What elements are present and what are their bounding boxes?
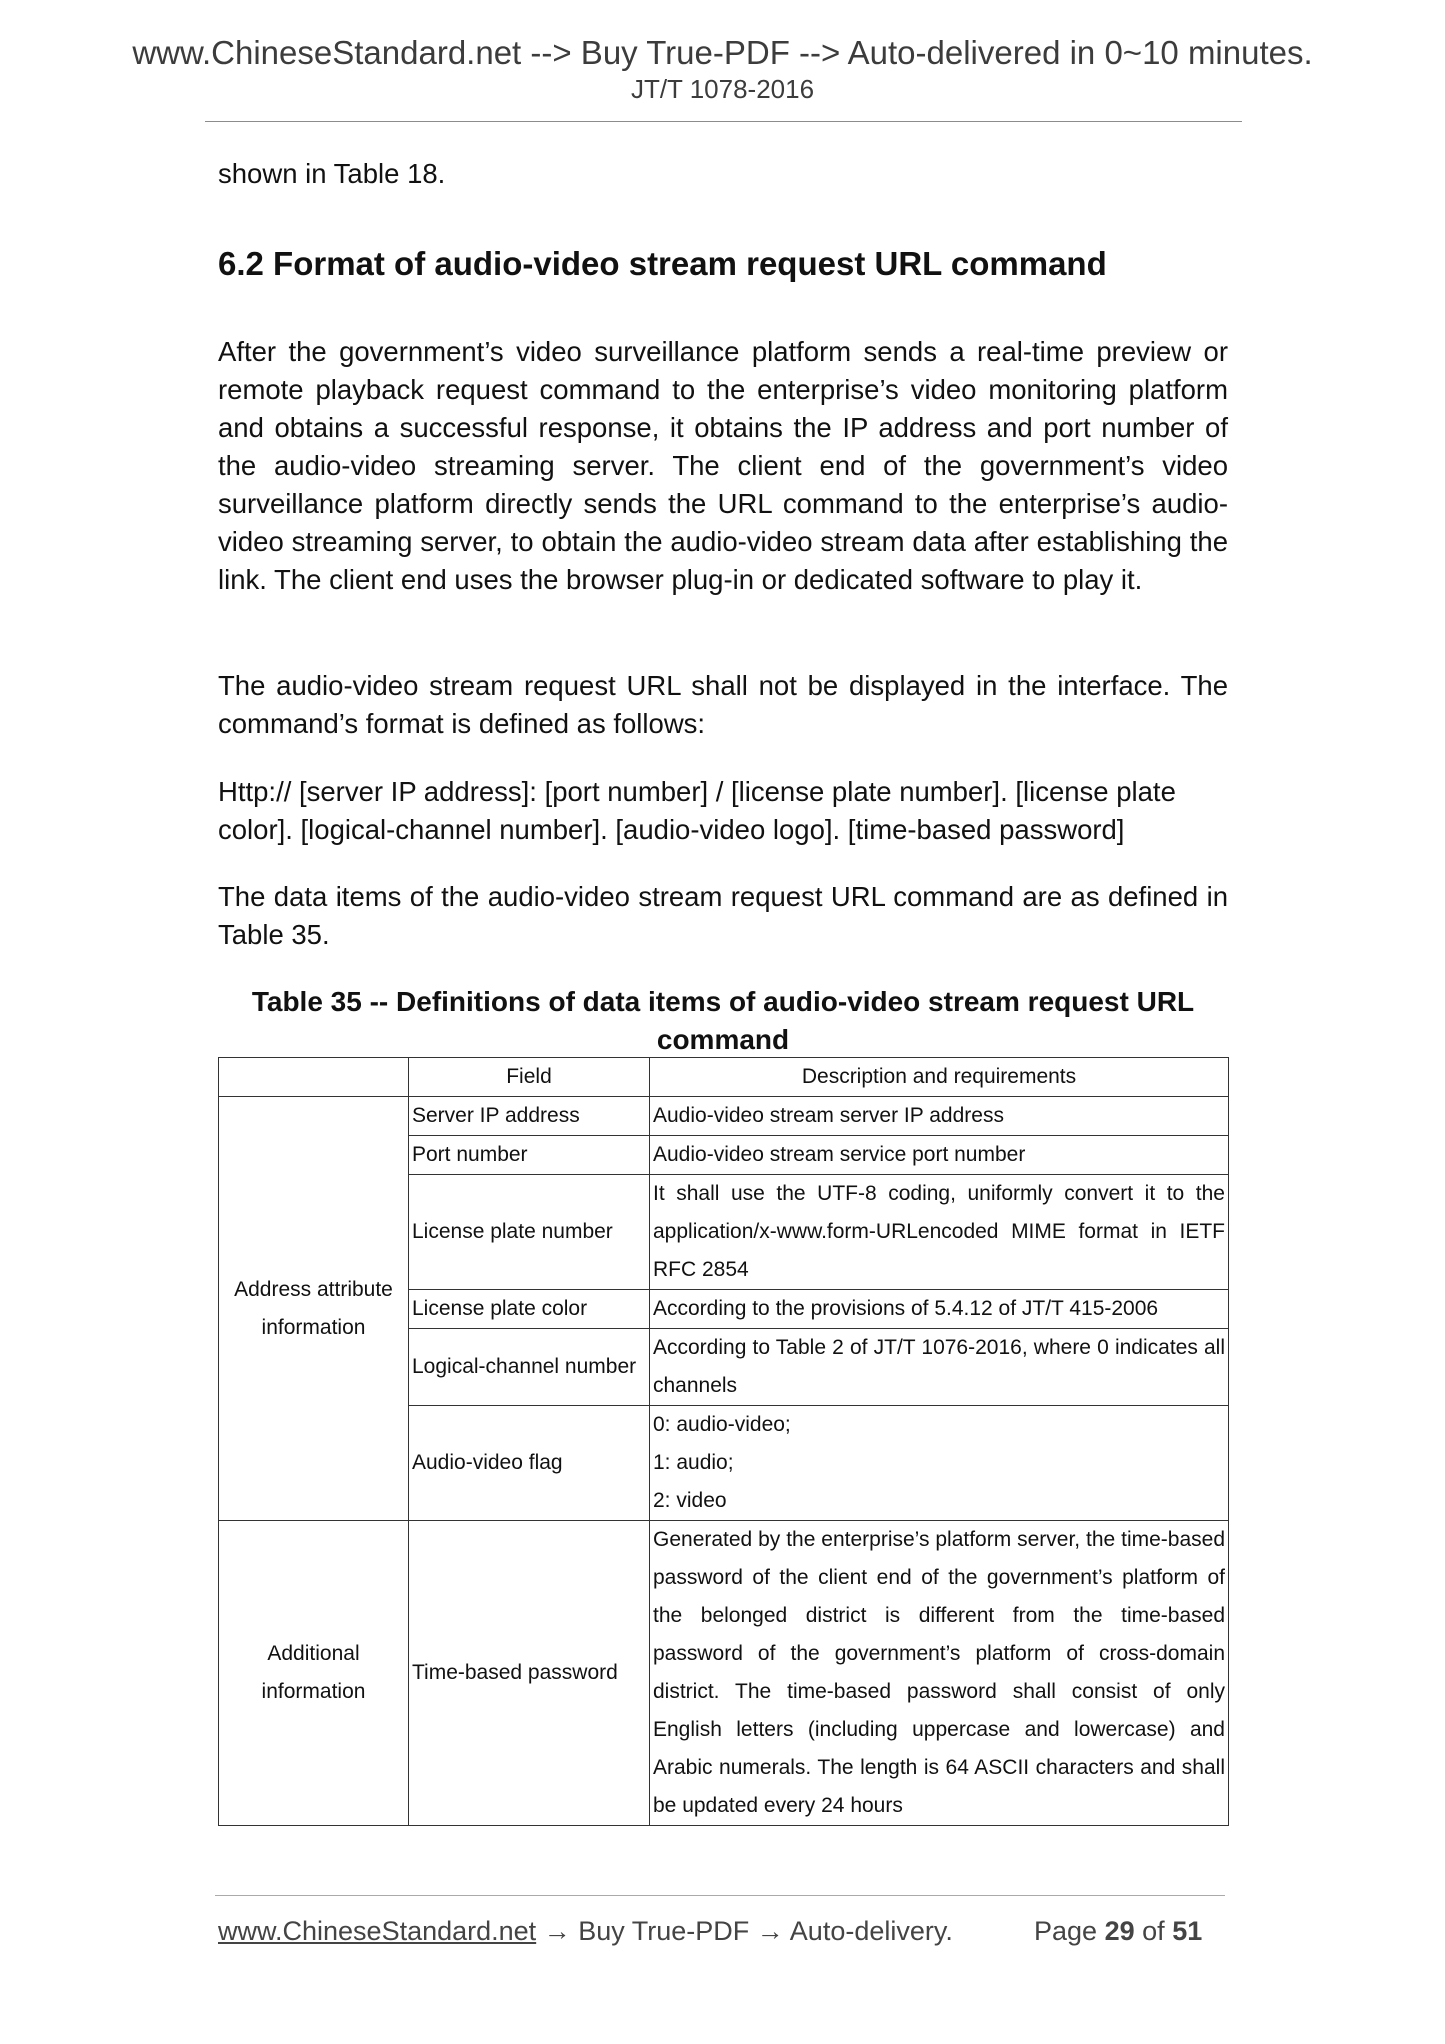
arrow-right-icon: → (756, 1916, 784, 1946)
definitions-table (218, 1057, 1229, 1826)
page-word: Page (1034, 1916, 1098, 1946)
field-cell: Server IP address (409, 1097, 650, 1136)
table-header-row (219, 1058, 1229, 1097)
footer-site-link[interactable]: www.ChineseStandard.net (218, 1916, 537, 1946)
footer-rule (215, 1895, 1225, 1896)
lead-in-text: shown in Table 18. (218, 158, 446, 189)
desc-cell: According to Table 2 of JT/T 1076-2016, where 0 indicates all channels (650, 1329, 1229, 1406)
footer-left (218, 1918, 953, 1945)
paragraph-2: The audio-video stream request URL shall not be displayed in the interface. The command’s format is defined as follows: (218, 670, 1228, 739)
header-field: Field (409, 1058, 650, 1097)
field-cell: Logical-channel number (409, 1329, 650, 1406)
paragraph-3: Http:// [server IP address]: [port number] / [license plate number]. [license plate color]. [logical-channel number]. [audio-video logo]. [time-based password] (218, 776, 1176, 845)
header-banner: www.ChineseStandard.net --> Buy True-PDF --> Auto-delivered in 0~10 minutes. (132, 34, 1313, 71)
flag-option: 1: audio; (653, 1451, 734, 1474)
desc-cell (650, 1406, 1229, 1521)
header-doc-id: JT/T 1078-2016 (630, 74, 815, 104)
page-indicator (1034, 1918, 1202, 1945)
field-cell: License plate number (409, 1175, 650, 1290)
page-number: 29 (1104, 1916, 1135, 1946)
of-word: of (1142, 1916, 1165, 1946)
group-label-additional: Additional information (219, 1521, 409, 1826)
field-cell: License plate color (409, 1290, 650, 1329)
table-row (219, 1521, 1229, 1826)
header-rule (205, 121, 1242, 122)
flag-option: 2: video (653, 1489, 727, 1512)
header-empty-cell (219, 1058, 409, 1097)
desc-cell: Generated by the enterprise’s platform server, the time-based password of the client end of the government’s platform of the belonged district is different from the time-based password of the government’s platform of cross-domain district. The time-based password shall consist of only English letters (including uppercase and lowercase) and Arabic numerals. The length is 64 ASCII characters and shall be updated every 24 hours (650, 1521, 1229, 1826)
field-cell: Audio-video flag (409, 1406, 650, 1521)
page-total: 51 (1172, 1916, 1203, 1946)
field-cell: Port number (409, 1136, 650, 1175)
table-row (219, 1097, 1229, 1136)
desc-cell: It shall use the UTF-8 coding, uniformly convert it to the application/x-www.form-URLencoded MIME format in IETF RFC 2854 (650, 1175, 1229, 1290)
section-heading: 6.2 Format of audio-video stream request URL command (218, 245, 1107, 282)
table-caption: Table 35 -- Definitions of data items of audio-video stream request URL command (251, 986, 1195, 1055)
footer-delivery-text: Auto-delivery. (789, 1916, 953, 1946)
header-description: Description and requirements (650, 1058, 1229, 1097)
desc-cell: According to the provisions of 5.4.12 of JT/T 415-2006 (650, 1290, 1229, 1329)
paragraph-1: After the government’s video surveillance platform sends a real-time preview or remote playback request command to the enterprise’s video monitoring platform and obtains a successful response, it obtains the IP address and port number of the audio-video streaming server. The client end of the government’s video surveillance platform directly sends the URL command to the enterprise’s audio-video streaming server, to obtain the audio-video stream data after establishing the link. The client end uses the browser plug-in or dedicated software to play it. (218, 336, 1228, 595)
paragraph-4: The data items of the audio-video stream request URL command are as defined in Table 35. (218, 881, 1228, 950)
flag-option: 0: audio-video; (653, 1413, 791, 1436)
desc-cell: Audio-video stream server IP address (650, 1097, 1229, 1136)
footer-buy-text: Buy True-PDF (578, 1916, 750, 1946)
arrow-right-icon: → (543, 1916, 571, 1946)
group-label-address: Address attribute information (219, 1097, 409, 1521)
field-cell: Time-based password (409, 1521, 650, 1826)
desc-cell: Audio-video stream service port number (650, 1136, 1229, 1175)
